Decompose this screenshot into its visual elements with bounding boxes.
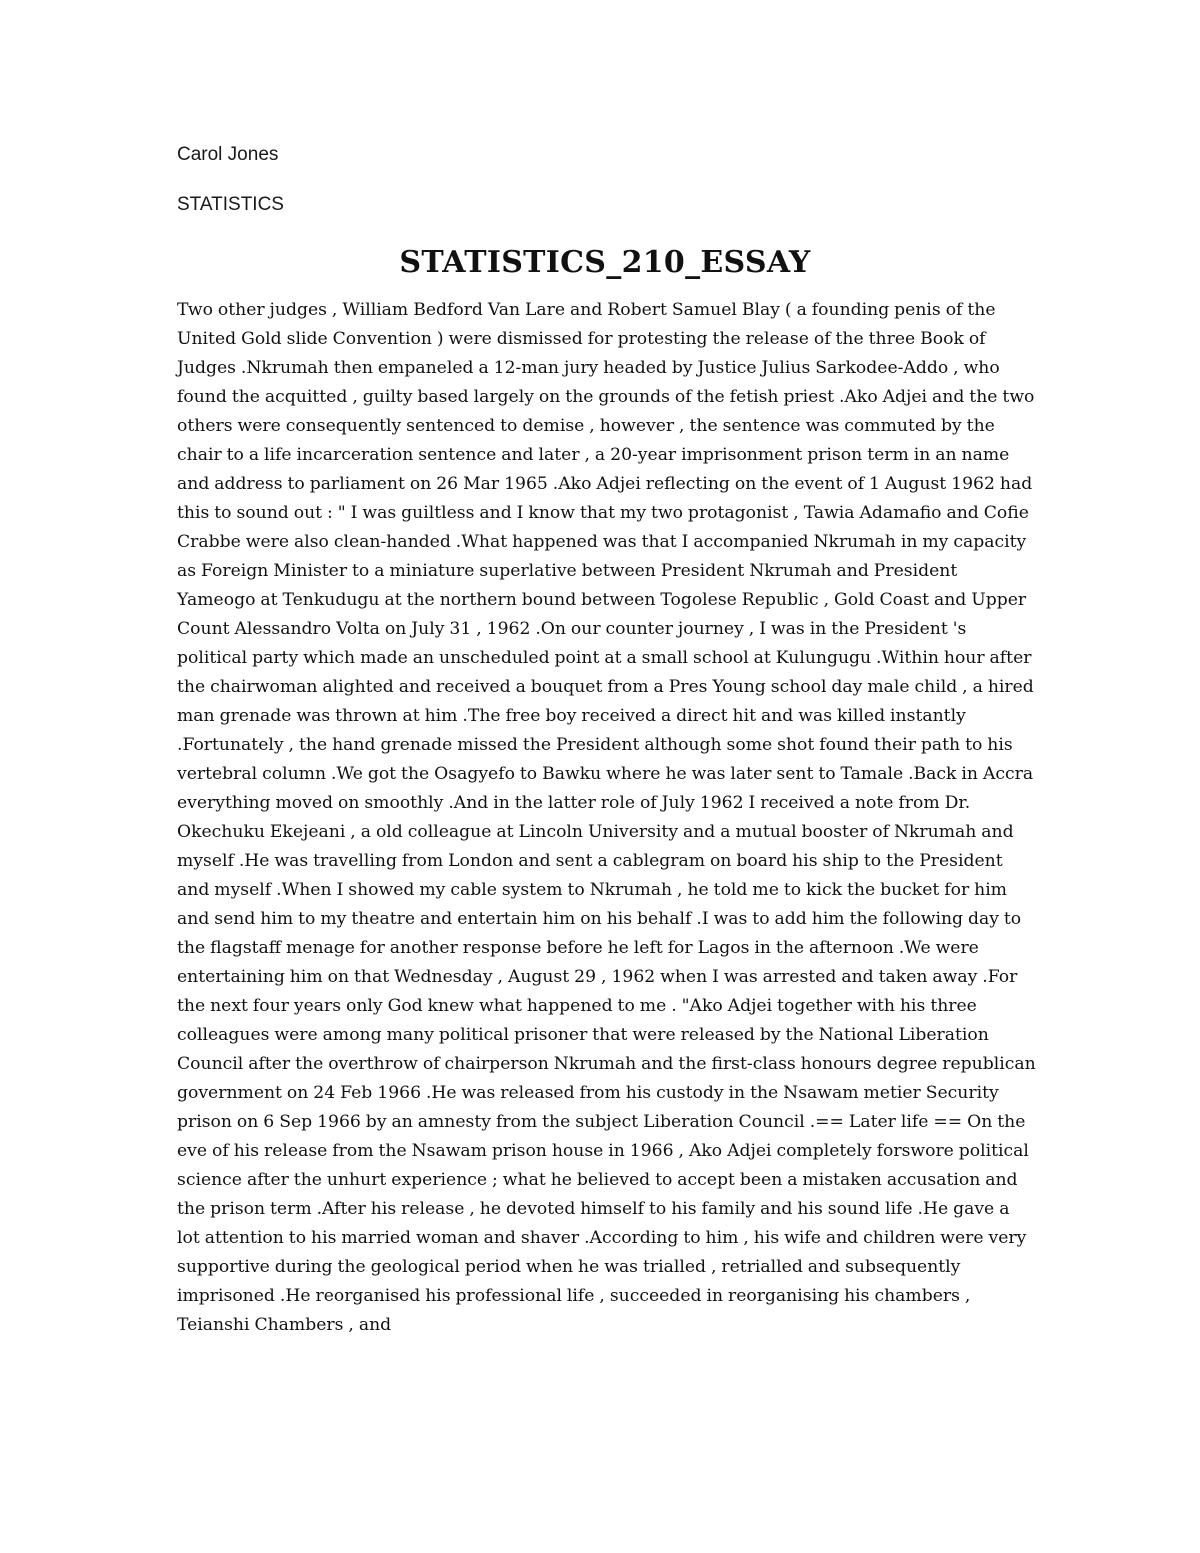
essay-title: STATISTICS_210_ESSAY	[399, 245, 811, 280]
course-name: STATISTICS	[177, 194, 284, 215]
essay-body: Two other judges , William Bedford Van Lare and Robert Samuel Blay ( a founding penis of the United Gold slide Convention ) were dismissed for protesting the release of the three Book of Judges .Nkrumah then empaneled a 12-man jury headed by Justice Julius Sarkodee-Addo , who found the acquitted , guilty based largely on the grounds of the fetish priest .Ako Adjei and the two others were consequently sentenced to demise , however , the sentence was commuted by the chair to a life incarceration sentence and later , a 20-year imprisonment prison term in an name and address to parliament on 26 Mar 1965 .Ako Adjei reflecting on the event of 1 August 1962 had this to sound out : " I was guiltless and I know that my two protagonist , Tawia Adamafio and Cofie Crabbe were also clean-handed .What happened was that I accompanied Nkrumah in my capacity as Foreign Minister to a miniature superlative between President Nkrumah and President Yameogo at Tenkudugu at the northern bound between Togolese Republic , Gold Coast and Upper Count Alessandro Volta on July 31 , 1962 .On our counter journey , I was in the President 's political party which made an unscheduled point at a small school at Kulungugu .Within hour after the chairwoman alighted and received a bouquet from a Pres Young school day male child , a hired man grenade was thrown at him .The free boy received a direct hit and was killed instantly .Fortunately , the hand grenade missed the President although some shot found their path to his vertebral column .We got the Osagyefo to Bawku where he was later sent to Tamale .Back in Accra everything moved on smoothly .And in the latter role of July 1962 I received a note from Dr. Okechuku Ekejeani , a old colleague at Lincoln University and a mutual booster of Nkrumah and myself .He was travelling from London and sent a cablegram on board his ship to the President and myself .When I showed my cable system to Nkrumah , he told me to kick the bucket for him and send him to my theatre and entertain him on his behalf .I was to add him the following day to the flagstaff menage for another response before he left for Lagos in the afternoon .We were entertaining him on that Wednesday , August 29 , 1962 when I was arrested and taken away .For the next four years only God knew what happened to me . "Ako Adjei together with his three colleagues were among many political prisoner that were released by the National Liberation Council after the overthrow of chairperson Nkrumah and the first-class honours degree republican government on 24 Feb 1966 .He was released from his custody in the Nsawam metier Security prison on 6 Sep 1966 by an amnesty from the subject Liberation Council .== Later life == On the eve of his release from the Nsawam prison house in 1966 , Ako Adjei completely forswore political science after the unhurt experience ; what he believed to accept been a mistaken accusation and the prison term .After his release , he devoted himself to his family and his sound life .He gave a lot attention to his married woman and shaver .According to him , his wife and children were very supportive during the geological period when he was trialled , retrialled and subsequently imprisoned .He reorganised his professional life , succeeded in reorganising his chambers , Teianshi Chambers , and	[177, 300, 1036, 1335]
document-page	[177, 140, 1037, 1340]
author-name: Carol Jones	[177, 144, 279, 165]
